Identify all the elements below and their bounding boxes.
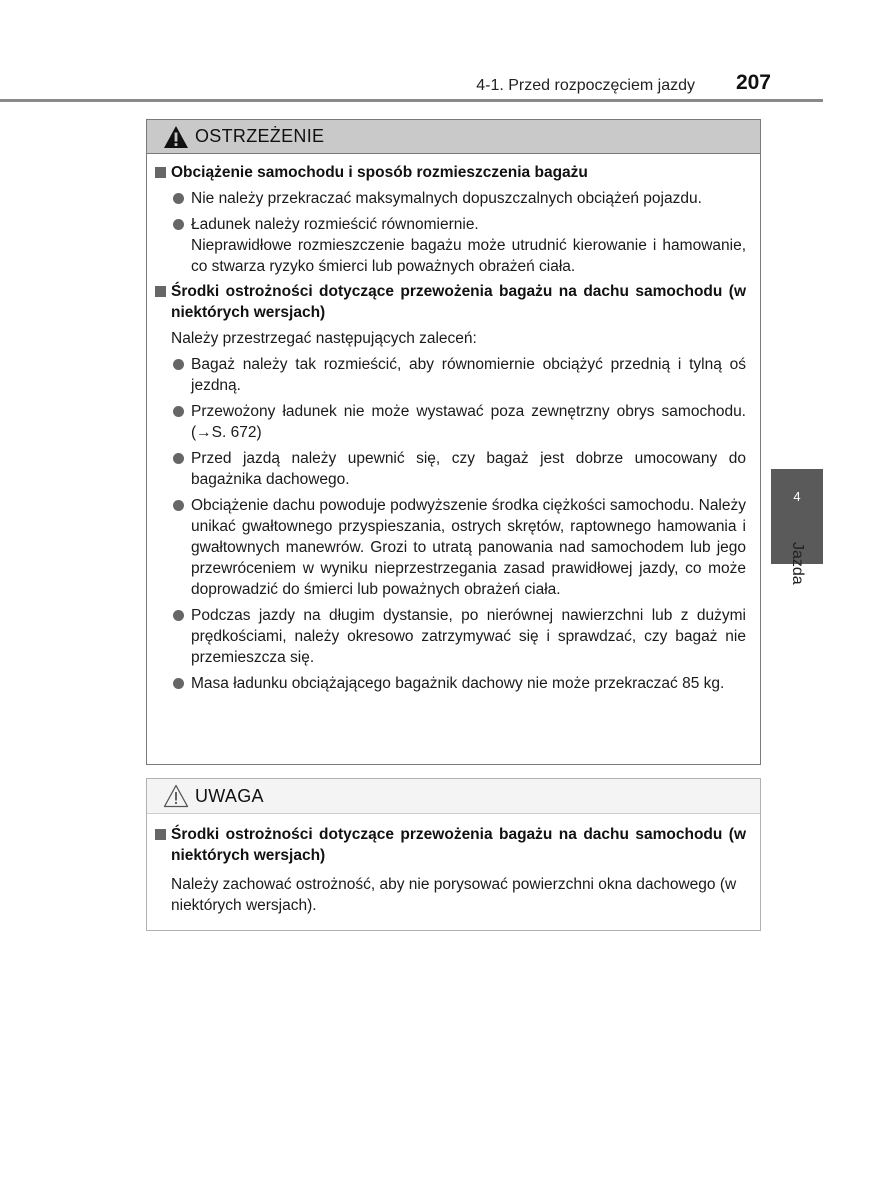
- caution-box-title: UWAGA: [195, 785, 264, 806]
- list-item: Podczas jazdy na długim dystansie, po nierównej nawierzchni lub z dużymi prędkościami, należy okresowo zatrzymywać się i sprawdzać, czy bagaż nie przemieszcza się.: [155, 605, 746, 668]
- warning-box-title: OSTRZEŻENIE: [195, 126, 325, 146]
- list-item: Przed jazdą należy upewnić się, czy bagaż jest dobrze umocowany do bagażnika dachowego.: [155, 448, 746, 490]
- round-bullet-icon: [173, 678, 184, 689]
- round-bullet-icon: [173, 406, 184, 417]
- list-item: Nie należy przekraczać maksymalnych dopuszczalnych obciążeń pojazdu.: [155, 188, 746, 209]
- round-bullet-icon: [173, 500, 184, 511]
- chapter-label: Jazda: [789, 542, 806, 585]
- warning-box: [146, 119, 761, 765]
- section-title: 4-1. Przed rozpoczęciem jazdy: [476, 77, 695, 94]
- page-number: 207: [735, 71, 771, 94]
- round-bullet-icon: [173, 453, 184, 464]
- round-bullet-icon: [173, 359, 184, 370]
- caution-box-header: [147, 779, 760, 814]
- square-bullet-icon: [155, 829, 166, 840]
- warning-section-2: [155, 281, 746, 694]
- warning-filled-icon: [163, 125, 189, 149]
- section-heading: Obciążenie samochodu i sposób rozmieszczenia bagażu: [155, 162, 746, 183]
- round-bullet-icon: [173, 610, 184, 621]
- chapter-number: 4: [793, 489, 801, 504]
- list-item: Ładunek należy rozmieścić równomiernie. Nieprawidłowe rozmieszczenie bagażu może utrudnić kierowanie i hamowanie, co stwarza ryzyko śmierci lub poważnych obrażeń ciała.: [155, 214, 746, 277]
- square-bullet-icon: [155, 167, 166, 178]
- list-item: Przewożony ładunek nie może wystawać poza zewnętrzny obrys samochodu. (→S. 672): [155, 401, 746, 443]
- warning-outline-icon: [163, 784, 189, 808]
- caution-box: [146, 778, 761, 931]
- section-lead: Należy zachować ostrożność, aby nie porysować powierzchni okna dachowego (w niektórych wersjach).: [171, 876, 737, 914]
- list-item: Bagaż należy tak rozmieścić, aby równomiernie obciążyć przednią i tylną oś jezdną.: [155, 354, 746, 396]
- section-heading: Środki ostrożności dotyczące przewożenia bagażu na dachu samochodu (w niektórych wersjach): [155, 824, 746, 866]
- round-bullet-icon: [173, 193, 184, 204]
- section-lead: Należy przestrzegać następujących zaleceń:: [171, 330, 477, 347]
- round-bullet-icon: [173, 219, 184, 230]
- warning-box-header: [147, 120, 760, 154]
- section-heading: Środki ostrożności dotyczące przewożenia bagażu na dachu samochodu (w niektórych wersjach): [155, 281, 746, 323]
- page-header: [0, 68, 823, 102]
- list-item: Obciążenie dachu powoduje podwyższenie środka ciężkości samochodu. Należy unikać gwałtownego przyspieszania, ostrych skrętów, raptownego hamowania i gwałtownych manewrów. Grozi to utratą panowania nad samochodem lub jego przewróceniem w wyniku nieprzestrzegania zasad prawidłowej jazdy, co może doprowadzić do śmierci lub poważnych obrażeń ciała.: [155, 495, 746, 600]
- square-bullet-icon: [155, 286, 166, 297]
- warning-section-1: [155, 162, 746, 277]
- list-item: Masa ładunku obciążającego bagażnik dachowy nie może przekraczać 85 kg.: [155, 673, 746, 694]
- caution-section-1: [155, 824, 746, 916]
